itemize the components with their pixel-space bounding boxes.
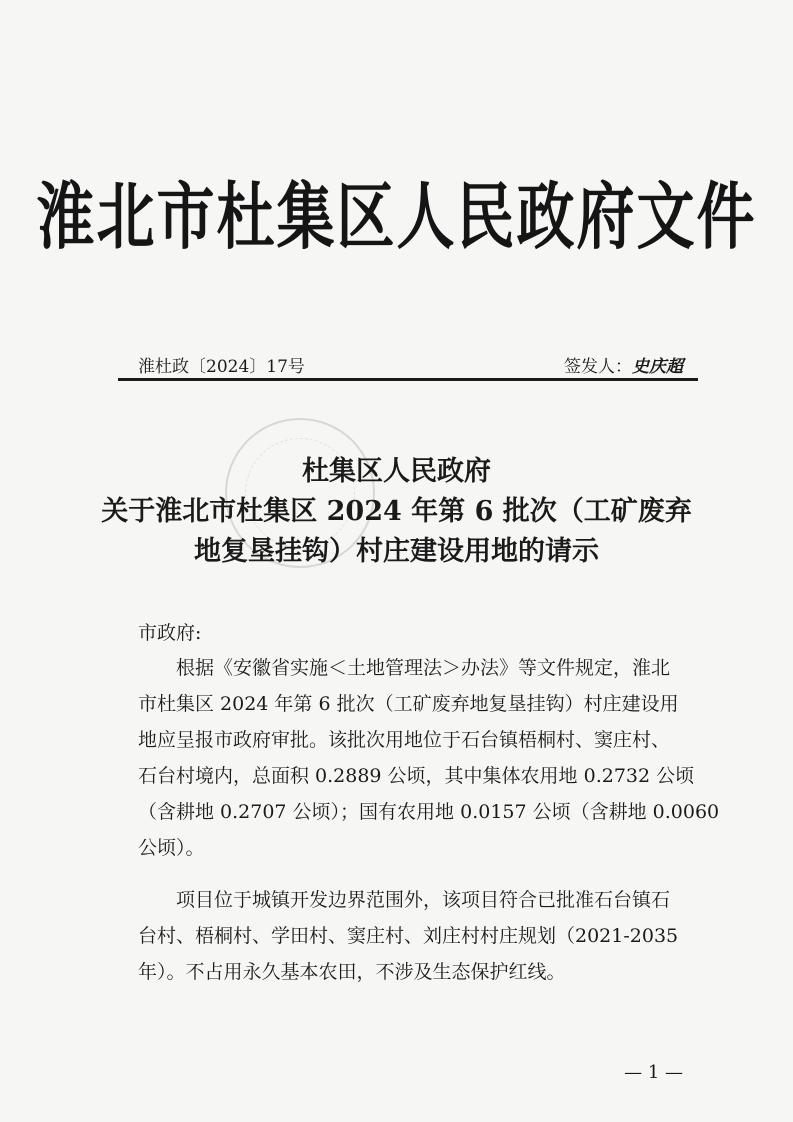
- paragraph-line: 项目位于城镇开发边界范围外，该项目符合已批准石台镇石: [176, 889, 671, 911]
- title-line-1: 杜集区人民政府: [302, 456, 491, 487]
- header-divider: [118, 378, 698, 381]
- issuer-name: 史庆超: [632, 357, 683, 377]
- salutation: 市政府:: [138, 622, 202, 644]
- paragraph-2: [138, 882, 679, 990]
- paragraph-line: 公顷）。: [138, 837, 205, 859]
- paragraph-1: [138, 650, 720, 866]
- paragraph-line: （含耕地 0.2707 公顷）；国有农用地 0.0157 公顷（含耕地 0.0060: [138, 801, 720, 823]
- paragraph-line: 年）。不占用永久基本农田，不涉及生态保护红线。: [138, 961, 566, 983]
- title-line-2: 关于淮北市杜集区 2024 年第 6 批次（工矿废弃: [101, 496, 692, 527]
- issuer: [564, 352, 683, 377]
- document-number: 淮杜政〔2024〕17号: [138, 357, 305, 377]
- issuer-label: 签发人：: [564, 357, 632, 377]
- title-line-3: 地复垦挂钩）村庄建设用地的请示: [194, 536, 599, 567]
- masthead-title: 淮北市杜集区人民政府文件: [36, 174, 757, 260]
- page-number: — 1 —: [624, 1062, 683, 1083]
- paragraph-line: 台村、梧桐村、学田村、窦庄村、刘庄村村庄规划（2021-2035: [138, 925, 679, 947]
- paragraph-line: 市杜集区 2024 年第 6 批次（工矿废弃地复垦挂钩）村庄建设用: [138, 693, 679, 715]
- document-title: [100, 452, 693, 572]
- paragraph-line: 地应呈报市政府审批。该批次用地位于石台镇梧桐村、窦庄村、: [138, 729, 671, 751]
- paragraph-line: 石台村境内，总面积 0.2889 公顷，其中集体农用地 0.2732 公顷: [138, 765, 695, 787]
- paragraph-line: 根据《安徽省实施＜土地管理法＞办法》等文件规定，淮北: [176, 657, 671, 679]
